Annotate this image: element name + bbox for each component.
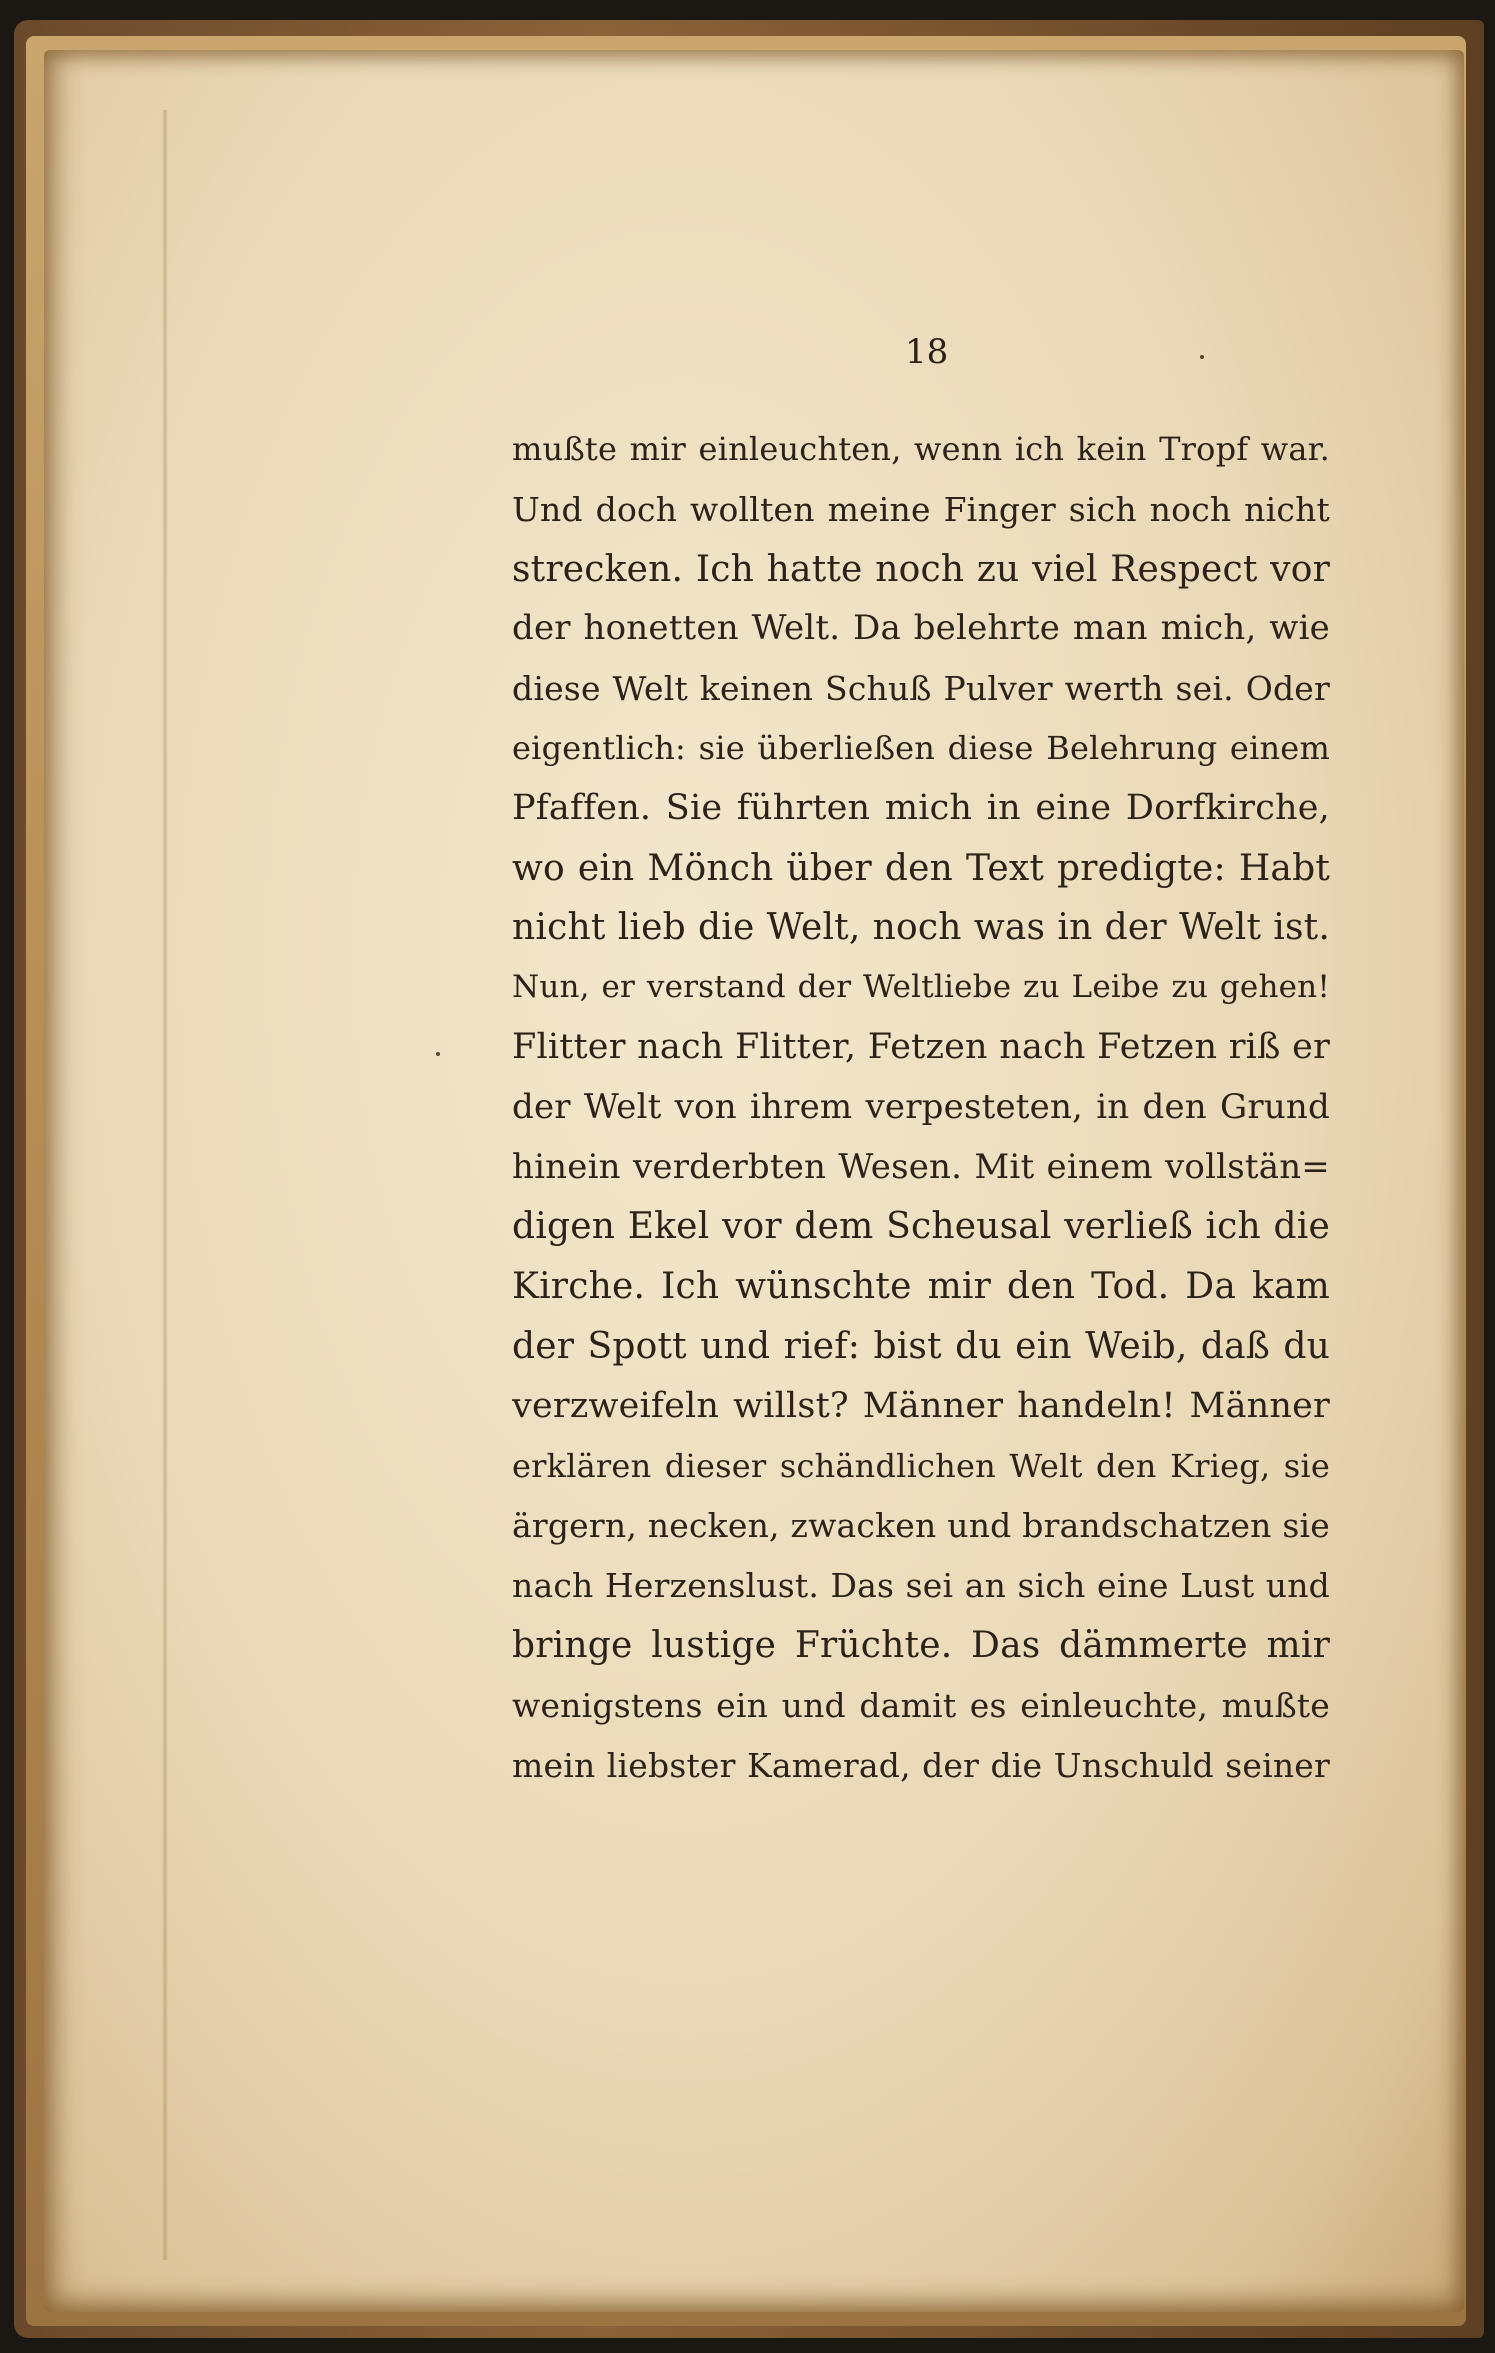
text-line: mein liebster Kamerad, der die Unschuld seiner (512, 1745, 1330, 1785)
page-number: 18 (905, 332, 949, 372)
gutter-shadow (162, 110, 168, 2260)
text-line: mußte mir einleuchten, wenn ich kein Tropf war. (512, 430, 1330, 468)
text-line: nach Herzenslust. Das sei an sich eine Lust und (512, 1566, 1330, 1606)
text-line: Und doch wollten meine Finger sich noch nicht (512, 489, 1330, 529)
text-line: eigentlich: sie überließen diese Belehrung einem (512, 728, 1330, 767)
text-line: erklären dieser schändlichen Welt den Krieg, sie (512, 1446, 1330, 1485)
text-line: strecken. Ich hatte noch zu viel Respect vor (512, 548, 1330, 590)
text-line: bringe lustige Früchte. Das dämmerte mir (512, 1624, 1330, 1666)
text-line: diese Welt keinen Schuß Pulver werth sei. Oder (512, 669, 1330, 709)
text-line: Kirche. Ich wünschte mir den Tod. Da kam (512, 1266, 1330, 1308)
text-line: digen Ekel vor dem Scheusal verließ ich die (512, 1206, 1330, 1248)
text-line: hinein verderbten Wesen. Mit einem vollstän= (512, 1146, 1330, 1187)
text-line: verzweifeln willst? Männer handeln! Männer (512, 1385, 1330, 1426)
text-line: der Spott und rief: bist du ein Weib, daß du (512, 1325, 1330, 1367)
text-line: wenigstens ein und damit es einleuchte, mußte (512, 1685, 1330, 1725)
text-line: der honetten Welt. Da belehrte man mich, wie (512, 608, 1330, 649)
text-line: Flitter nach Flitter, Fetzen nach Fetzen riß er (512, 1026, 1330, 1067)
text-line: ärgern, necken, zwacken und brandschatzen sie (512, 1506, 1330, 1546)
body-text (512, 420, 1330, 1795)
paper-speck (1200, 355, 1204, 359)
text-line: Pfaffen. Sie führten mich in eine Dorfkirche, (512, 787, 1330, 828)
text-line: Nun, er verstand der Weltliebe zu Leibe zu gehen! (512, 969, 1330, 1006)
paper-speck (436, 1052, 440, 1056)
text-line: nicht lieb die Welt, noch was in der Welt ist. (512, 907, 1330, 949)
text-line: wo ein Mönch über den Text predigte: Habt (512, 847, 1330, 889)
text-line: der Welt von ihrem verpesteten, in den Grund (512, 1086, 1330, 1127)
